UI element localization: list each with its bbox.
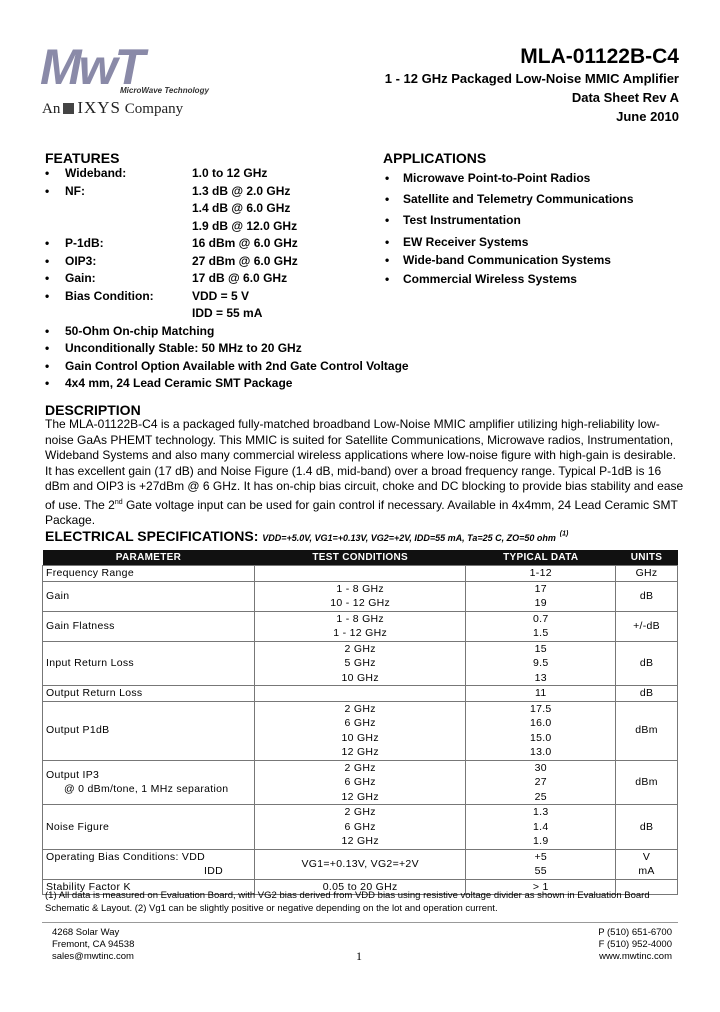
unit-text: GHz — [635, 567, 658, 579]
features-list — [45, 165, 409, 393]
feature-label: 4x4 mm, 24 Lead Ceramic SMT Package — [65, 376, 293, 390]
feature-row — [45, 288, 365, 306]
condition-text: 0.05 to 20 GHz — [322, 880, 398, 893]
table-row — [43, 701, 678, 760]
table-row — [43, 641, 678, 686]
footer-address: 4268 Solar Way Fremont, CA 94538 sales@mwtinc.com — [52, 927, 135, 962]
condition-text: 10 GHz — [341, 731, 379, 744]
bullet-icon: • — [385, 192, 390, 206]
condition-text: 6 GHz — [344, 820, 376, 833]
data-text: 1.9 — [533, 835, 549, 847]
unit-cell — [616, 760, 678, 805]
unit-cell — [616, 611, 678, 641]
condition-text: 10 - 12 GHz — [330, 597, 391, 609]
application-item — [385, 234, 685, 252]
condition-text: 6 GHz — [344, 776, 376, 788]
feature-row — [45, 305, 365, 323]
feature-label: Unconditionally Stable: 50 MHz to 20 GHz — [65, 341, 302, 355]
feature-label: OIP3: — [65, 253, 97, 268]
applications-heading: APPLICATIONS — [383, 150, 487, 166]
spec-table — [42, 550, 678, 895]
param-cell — [43, 581, 255, 611]
data-text: 11 — [535, 687, 547, 699]
data-text: 15 — [534, 642, 547, 655]
data-text: 1.5 — [533, 627, 549, 639]
condition-text: 12 GHz — [341, 790, 379, 803]
param-cell — [43, 641, 255, 686]
application-item — [385, 191, 685, 209]
condition-text: 2 GHz — [344, 702, 376, 715]
unit-text: dB — [639, 657, 654, 669]
application-item — [385, 252, 685, 270]
feature-label: 50-Ohm On-chip Matching — [65, 323, 215, 338]
condition-text: 1 - 8 GHz — [336, 612, 384, 625]
feature-value: 1.0 to 12 GHz — [192, 166, 268, 180]
feature-row — [45, 253, 365, 271]
condition-cell — [254, 581, 466, 611]
data-text: 9.5 — [533, 657, 549, 669]
data-text: 25 — [534, 790, 547, 803]
param-cell — [43, 805, 255, 850]
table-row — [43, 566, 678, 582]
feature-value: 1.3 dB @ 2.0 GHz — [192, 183, 291, 198]
feature-row — [45, 165, 365, 183]
feature-value: 27 dBm @ 6.0 GHz — [192, 253, 298, 268]
description-text: The MLA-01122B-C4 is a packaged fully-matched broadband Low-Noise MMIC amplifier utilizing high-reliability low-noise GaAs PHEMT technology. This MMIC is suited for Satellite Communications, Microwave radios, Instrumentation, Wideband Systems and also many commercial wireless applications where low-noise figure with high-gain is desirable. It has excellent gain (17 dB) and Noise Figure (1.4 dB, mid-band) over a broad frequency range. Typical P-1dB is 16 dBm and OIP3 is +27dBm @ 6 GHz. It has on-chip bias circuit, choke and DC blocking to provide bias stability and ease of use. The 2nd Gate voltage input can be used for gain control if necessary. Available in 4x4mm, 24 Lead Ceramic SMT Package. — [45, 417, 684, 527]
feature-row — [45, 375, 365, 393]
param-text: Operating Bias Conditions: VDD — [46, 850, 205, 863]
bullet-icon: • — [45, 358, 50, 373]
bullet-icon: • — [45, 183, 50, 198]
data-text: 1-12 — [529, 567, 552, 579]
electrical-spec-heading: ELECTRICAL SPECIFICATIONS: VDD=+5.0V, VG1=+0.13V, VG2=+2V, IDD=55 mA, Ta=25 C, ZO=50 ohm $^{(1)}$ — [45, 528, 569, 544]
application-item — [385, 212, 685, 230]
condition-text: VG1=+0.13V, VG2=+2V — [301, 857, 419, 870]
application-label: Microwave Point-to-Point Radios — [403, 171, 591, 185]
part-number: MLA-01122B-C4 — [520, 45, 679, 68]
data-text: 16.0 — [529, 717, 552, 729]
data-text: 55 — [534, 865, 547, 877]
feature-label: Bias Condition: — [65, 288, 154, 303]
param-cell — [43, 566, 255, 582]
bullet-icon: • — [385, 235, 390, 249]
data-text: 13.0 — [529, 746, 552, 758]
bullet-icon: • — [45, 236, 50, 250]
data-cell — [466, 566, 616, 582]
logo-tagline: MicroWave Technology — [120, 86, 209, 95]
param-text: Gain Flatness — [46, 619, 115, 632]
param-text: Stability Factor K — [46, 880, 131, 893]
bullet-icon: • — [45, 253, 50, 268]
data-cell — [466, 701, 616, 760]
application-label: Satellite and Telemetry Communications — [403, 192, 634, 206]
condition-cell — [254, 701, 466, 760]
footer-contact: P (510) 651-6700 F (510) 952-4000 www.mwtinc.com — [598, 927, 672, 962]
condition-cell — [254, 611, 466, 641]
unit-text: dB — [639, 687, 654, 699]
param-text: IDD — [204, 865, 223, 877]
feature-value: IDD = 55 mA — [192, 306, 263, 320]
condition-text: 5 GHz — [344, 657, 376, 669]
bullet-icon: • — [385, 272, 390, 286]
application-label: Wide-band Communication Systems — [403, 253, 611, 267]
data-text: 1.4 — [533, 820, 549, 833]
application-label: Test Instrumentation — [403, 213, 521, 227]
header-block — [385, 45, 679, 126]
data-cell — [466, 581, 616, 611]
features-heading: FEATURES — [45, 150, 120, 166]
unit-cell — [616, 581, 678, 611]
unit-text: dBm — [635, 724, 658, 737]
doc-title: 1 - 12 GHz Packaged Low-Noise MMIC Amplifier — [384, 71, 679, 86]
param-cell — [43, 686, 255, 702]
logo-mark: MwT — [40, 39, 143, 95]
spec-table-header — [43, 550, 678, 566]
doc-rev: Data Sheet Rev A — [571, 90, 679, 105]
bullet-icon: • — [385, 171, 390, 185]
unit-text: +/-dB — [633, 619, 660, 632]
param-text: @ 0 dBm/tone, 1 MHz separation — [64, 783, 229, 796]
param-cell — [43, 611, 255, 641]
condition-cell — [254, 686, 466, 702]
feature-row — [45, 200, 365, 218]
table-row — [43, 849, 678, 879]
condition-text: 12 GHz — [341, 835, 379, 847]
feature-value: 17 dB @ 6.0 GHz — [192, 271, 288, 285]
column-header: PARAMETER — [43, 550, 255, 566]
param-text: Output P1dB — [46, 724, 110, 737]
table-row — [43, 581, 678, 611]
unit-cell — [616, 641, 678, 686]
ixys-square-icon — [63, 103, 74, 114]
condition-text: 2 GHz — [344, 642, 376, 655]
feature-label: NF: — [65, 183, 85, 198]
condition-text: 10 GHz — [341, 671, 379, 684]
table-row — [43, 805, 678, 850]
bullet-icon: • — [45, 341, 50, 355]
param-text: Output IP3 — [46, 768, 100, 781]
bullet-icon: • — [385, 213, 390, 227]
data-text: 19 — [534, 597, 547, 609]
unit-text: dB — [639, 589, 654, 602]
data-text: 27 — [534, 776, 547, 788]
column-header: UNITS — [616, 550, 678, 566]
param-text: Output Return Loss — [46, 687, 143, 699]
data-cell — [466, 611, 616, 641]
application-label: EW Receiver Systems — [403, 235, 529, 249]
page-number: 1 — [356, 949, 362, 963]
condition-cell — [254, 849, 466, 879]
application-item — [385, 271, 685, 289]
feature-label: Gain: — [65, 271, 96, 285]
bullet-icon: • — [45, 288, 50, 303]
data-text: 17.5 — [529, 702, 552, 715]
data-cell — [466, 760, 616, 805]
condition-text: 1 - 8 GHz — [336, 582, 384, 595]
param-cell — [43, 849, 255, 879]
application-item — [385, 170, 685, 188]
bullet-icon: • — [45, 323, 50, 338]
feature-row — [45, 358, 409, 376]
table-row — [43, 611, 678, 641]
column-header: TYPICAL DATA — [466, 550, 616, 566]
feature-label: Gain Control Option Available with 2nd Gate Control Voltage — [65, 358, 409, 373]
condition-text: 12 GHz — [341, 746, 379, 758]
condition-cell — [254, 566, 466, 582]
description-heading: DESCRIPTION — [45, 402, 141, 418]
param-text: Input Return Loss — [46, 657, 134, 669]
doc-date: June 2010 — [616, 109, 679, 124]
feature-row — [45, 270, 365, 288]
unit-text: mA — [638, 865, 655, 877]
data-text: 13 — [534, 671, 547, 684]
feature-value: 1.4 dB @ 6.0 GHz — [192, 201, 291, 215]
data-cell — [466, 849, 616, 879]
data-text: 1.3 — [533, 806, 549, 818]
table-row — [43, 760, 678, 805]
unit-cell — [616, 686, 678, 702]
footnotes: (1) All data is measured on Evaluation Board, with VG2 bias derived from VDD bias using resistive voltage divider as shown in Evaluation Board Schematic & Layout. (2) Vg1 can be slightly positive or negative depending on the lot and operation current. — [45, 890, 650, 914]
feature-label: P-1dB: — [65, 236, 104, 250]
ixys-line: An IXYS Company — [42, 98, 184, 117]
param-cell — [43, 760, 255, 805]
data-text: 15.0 — [529, 731, 552, 744]
unit-text: dBm — [635, 776, 658, 788]
company-logo — [40, 39, 240, 122]
footer-email[interactable]: sales@mwtinc.com — [52, 951, 134, 962]
condition-text: 6 GHz — [344, 717, 376, 729]
unit-text: V — [642, 850, 651, 863]
data-text: > 1 — [532, 880, 549, 893]
param-text: Gain — [46, 589, 70, 602]
feature-value: VDD = 5 V — [192, 288, 250, 303]
condition-cell — [254, 641, 466, 686]
unit-cell — [616, 566, 678, 582]
data-cell — [466, 805, 616, 850]
feature-row — [45, 235, 365, 253]
feature-row — [45, 323, 365, 341]
condition-text: 2 GHz — [344, 761, 376, 774]
feature-value: 1.9 dB @ 12.0 GHz — [192, 218, 298, 233]
data-text: 0.7 — [533, 612, 549, 625]
column-header: TEST CONDITIONS — [254, 550, 466, 566]
data-text: 30 — [534, 761, 547, 774]
condition-cell — [254, 760, 466, 805]
unit-text: dB — [639, 820, 654, 833]
footer-website[interactable]: www.mwtinc.com — [599, 951, 672, 962]
feature-value: 16 dBm @ 6.0 GHz — [192, 236, 298, 250]
condition-text: 1 - 12 GHz — [333, 627, 388, 639]
feature-row — [45, 340, 365, 358]
condition-cell — [254, 805, 466, 850]
data-cell — [466, 686, 616, 702]
unit-cell — [616, 849, 678, 879]
table-row — [43, 686, 678, 702]
feature-row — [45, 183, 365, 201]
condition-text: 2 GHz — [344, 806, 376, 818]
bullet-icon: • — [45, 376, 50, 390]
unit-cell — [616, 805, 678, 850]
bullet-icon: • — [385, 253, 390, 267]
feature-label: Wideband: — [65, 166, 127, 180]
data-text: +5 — [534, 850, 548, 863]
page-footer — [42, 922, 678, 963]
bullet-icon: • — [45, 271, 50, 285]
bullet-icon: • — [45, 166, 50, 180]
application-label: Commercial Wireless Systems — [403, 272, 577, 286]
unit-cell — [616, 701, 678, 760]
param-text: Frequency Range — [46, 567, 134, 579]
param-cell — [43, 701, 255, 760]
feature-row — [45, 218, 365, 236]
data-text: 17 — [534, 582, 547, 595]
data-cell — [466, 641, 616, 686]
param-text: Noise Figure — [46, 820, 110, 833]
